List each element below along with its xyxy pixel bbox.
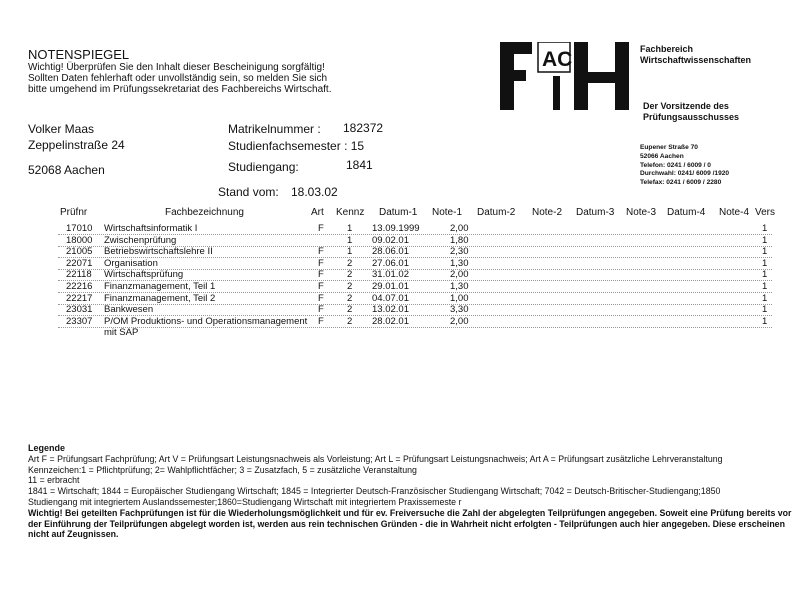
cell-kennz: 1	[347, 223, 353, 234]
legend-important-note: Wichtig! Bei geteilten Fachprüfungen ist für die Wiederholungsmöglichkeit und für ev. Freiversuche die Zahl der abgelegten Teilprüfungen angegeben. Soweit eine Prüfung bereits vor der Einführung der Teilprüfungen abgelegt worden ist, werden aus rein technischen Gründen - die in Wahrheit nicht erfolgten - Teilprüfungen auch hier angegeben. Diese erscheinen nicht auf Zeugnissen.	[28, 507, 792, 540]
cell-nr: 22118	[66, 269, 92, 281]
cell-nr: 22217	[66, 292, 93, 304]
studiengang-label: Studiengang:	[228, 160, 299, 174]
student-street: Zeppelinstraße 24	[28, 138, 125, 152]
cell-note1: 1,00	[450, 292, 469, 304]
cell-vers: 1	[762, 223, 768, 234]
cell-vers: 1	[762, 246, 768, 258]
cell-fach-continued: mit SAP	[104, 326, 139, 338]
cell-kennz: 1	[347, 234, 353, 246]
legend-line: Kennzeichen:1 = Pflichtprüfung; 2= Wahlpflichtfächer; 3 = Zusatzfach, 5 = zusätzliche Veranstaltung	[28, 464, 417, 475]
cell-fach: Bankwesen	[104, 304, 154, 316]
cell-datum1: 28.02.01	[372, 315, 409, 327]
warning-text	[28, 62, 358, 95]
row-divider	[58, 304, 772, 305]
cell-datum1: 28.06.01	[372, 246, 409, 258]
matrikel-label: Matrikelnummer :	[228, 122, 321, 136]
cell-kennz: 2	[347, 315, 353, 327]
cell-nr: 17010	[66, 223, 93, 234]
legend-line: 11 = erbracht	[28, 475, 80, 486]
legend	[28, 443, 798, 540]
cell-art: F	[318, 257, 324, 269]
cell-nr: 23031	[66, 304, 93, 316]
faculty-address: Eupener Straße 70 52066 Aachen Telefon: 0241 / 6009 / 0 Durchwahl: 0241/ 6009 /1920 Telefax: 0241 / 6009 / 2280	[640, 144, 730, 187]
cell-note1: 3,30	[450, 304, 469, 316]
cell-fach: Organisation	[104, 257, 158, 269]
cell-vers: 1	[762, 257, 768, 269]
cell-fach: Betriebswirtschaftslehre II	[104, 246, 213, 258]
col-header-kennz: Kennz	[336, 207, 365, 218]
cell-art: F	[318, 281, 324, 292]
cell-nr: 23307	[66, 315, 93, 327]
cell-fach: Wirtschaftsinformatik I	[104, 223, 198, 234]
cell-note1: 2,00	[450, 269, 469, 281]
col-header-fachbezeichnung: Fachbezeichnung	[165, 207, 244, 218]
stand-label: Stand vom:	[218, 185, 279, 199]
legend-line: Art F = Prüfungsart Fachprüfung; Art V = Prüfungsart Leistungsnachweis als Vorleistung; Art L = Prüfungsart Leistungsnachweis; Art A = Prüfungsart zusätzliche Lehrveranstaltung	[28, 453, 723, 464]
cell-vers: 1	[762, 292, 768, 304]
cell-datum1: 31.01.02	[372, 269, 409, 281]
cell-datum1: 27.06.01	[372, 257, 409, 269]
cell-nr: 22216	[66, 281, 93, 292]
cell-kennz: 1	[347, 246, 353, 258]
cell-kennz: 2	[347, 257, 353, 269]
row-divider	[58, 327, 772, 328]
col-header-datum-2: Datum-2	[477, 207, 516, 218]
cell-vers: 1	[762, 304, 768, 316]
cell-nr: 22071	[66, 257, 93, 269]
cell-fach: Finanzmanagement, Teil 2	[104, 292, 216, 304]
row-divider	[58, 257, 772, 258]
col-header-note-2: Note-2	[532, 207, 563, 218]
faculty-name: Fachbereich Wirtschaftwissenschaften	[640, 44, 751, 65]
cell-note1: 1,30	[450, 257, 469, 269]
stand-date: 18.03.02	[291, 185, 338, 199]
cell-note1: 1,30	[450, 281, 469, 292]
cell-fach: Zwischenprüfung	[104, 234, 177, 246]
cell-vers: 1	[762, 281, 768, 292]
legend-line: 1841 = Wirtschaft; 1844 = Europäischer Studiengang Wirtschaft; 1845 = Integrierter Deutsch-Französischer Studiengang Wirtschaft; 7042 = Deutsch-Britischer-Studiengang;1850	[28, 486, 721, 497]
cell-art: F	[318, 304, 324, 316]
col-header-datum-4: Datum-4	[667, 207, 706, 218]
cell-vers: 1	[762, 315, 768, 327]
student-city: 52068 Aachen	[28, 163, 105, 177]
cell-fach: P/OM Produktions- und Operationsmanagement	[104, 315, 308, 327]
col-header-vers: Vers	[755, 207, 776, 218]
col-header-art: Art	[311, 207, 324, 218]
cell-kennz: 2	[347, 281, 353, 292]
cell-art: F	[318, 246, 324, 258]
cell-vers: 1	[762, 269, 768, 281]
cell-art: F	[318, 292, 324, 304]
cell-kennz: 2	[347, 269, 353, 281]
col-header-pruefnr: Prüfnr	[60, 207, 88, 218]
cell-note1: 2,00	[450, 223, 469, 234]
cell-datum1: 04.07.01	[372, 292, 409, 304]
committee-chair: Der Vorsitzende des Prüfungsausschusses	[643, 101, 740, 122]
col-header-note-1: Note-1	[432, 207, 463, 218]
legend-heading: Legende	[28, 443, 66, 453]
cell-art: F	[318, 269, 324, 281]
cell-nr: 21005	[66, 246, 93, 258]
col-header-datum-3: Datum-3	[576, 207, 615, 218]
cell-datum1: 13.09.1999	[372, 223, 420, 234]
warning-line: Sollten Daten fehlerhaft oder unvollständig sein, so melden Sie sich	[28, 73, 328, 84]
matrikel-value: 182372	[343, 121, 384, 135]
cell-datum1: 09.02.01	[372, 234, 409, 246]
cell-note1: 2,30	[450, 246, 469, 258]
document-title: NOTENSPIEGEL	[28, 47, 130, 62]
cell-fach: Finanzmanagement, Teil 1	[104, 281, 216, 292]
cell-note1: 1,80	[450, 234, 469, 246]
cell-kennz: 2	[347, 304, 353, 316]
col-header-note-4: Note-4	[719, 207, 750, 218]
cell-fach: Wirtschaftsprüfung	[104, 269, 184, 281]
cell-art: F	[318, 223, 324, 234]
cell-nr: 18000	[66, 234, 93, 246]
cell-datum1: 13.02.01	[372, 304, 409, 316]
col-header-datum-1: Datum-1	[379, 207, 418, 218]
student-name: Volker Maas	[28, 122, 95, 136]
fh-aachen-logo	[498, 42, 632, 110]
cell-kennz: 2	[347, 292, 353, 304]
cell-datum1: 29.01.01	[372, 281, 409, 292]
semester-label: Studienfachsemester : 15	[228, 139, 365, 153]
cell-vers: 1	[762, 234, 768, 246]
legend-line: Studiengang mit integriertem Auslandssemester;1860=Studiengang Wirtschaft mit integriertem Praxissemeste r	[28, 496, 462, 507]
logo-letters-ac: AC	[542, 48, 573, 71]
warning-line: Wichtig! Überprüfen Sie den Inhalt dieser Bescheinigung sorgfältig!	[28, 62, 325, 73]
studiengang-value: 1841	[346, 158, 373, 172]
warning-line: bitte umgehend im Prüfungssekretariat des Fachbereichs Wirtschaft.	[28, 84, 332, 95]
col-header-note-3: Note-3	[626, 207, 657, 218]
cell-note1: 2,00	[450, 315, 469, 327]
cell-art: F	[318, 315, 324, 327]
